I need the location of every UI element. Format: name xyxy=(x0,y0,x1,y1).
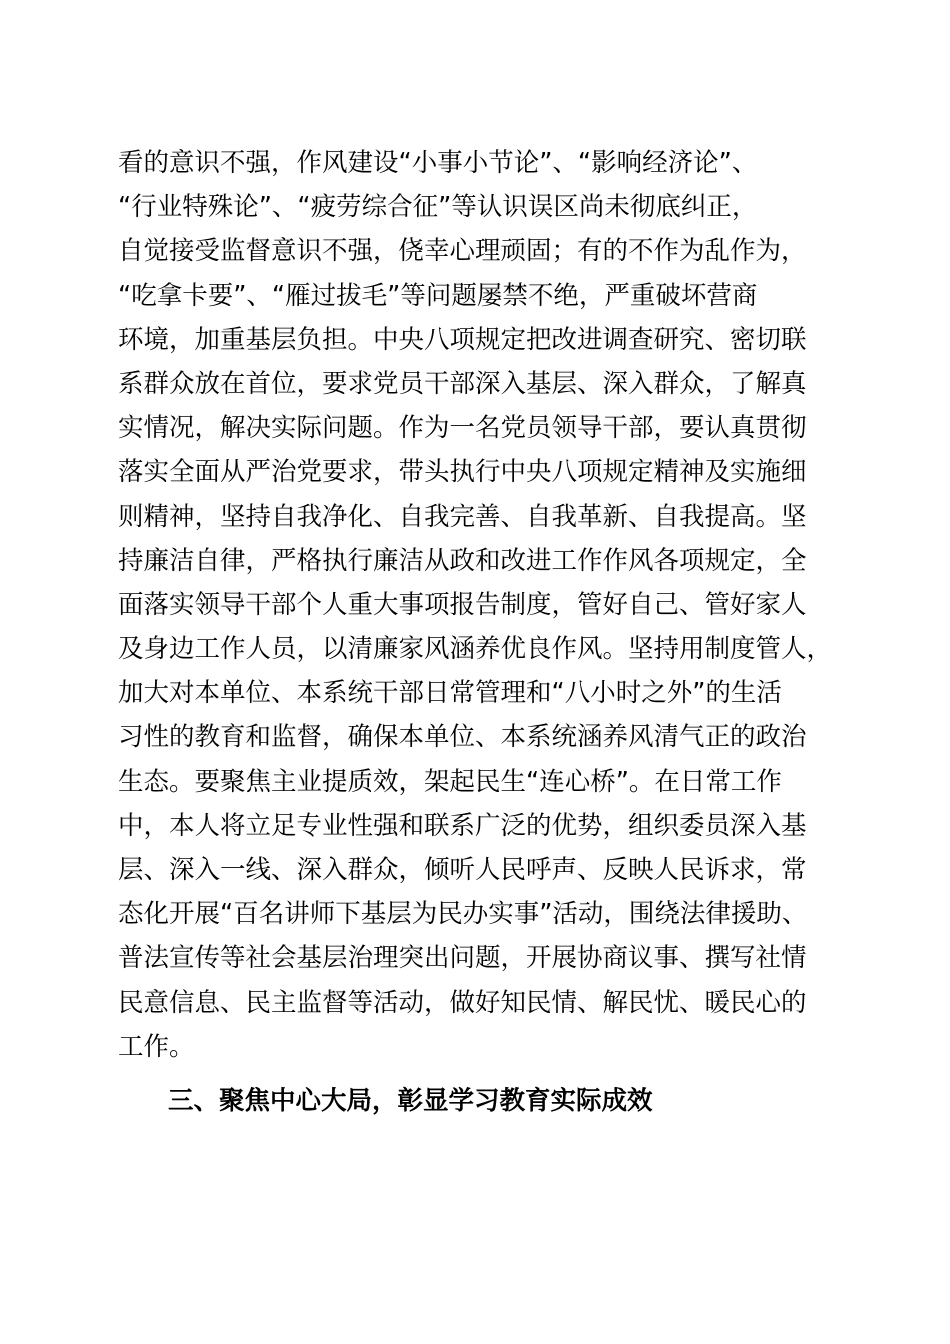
paragraph-line: 层、深入一线、深入群众，倾听人民呼声、反映人民诉求，常 xyxy=(118,855,807,885)
paragraph-line: “吃拿卡要”、“雁过拔毛”等问题屡禁不绝，严重破坏营商 xyxy=(118,280,758,311)
paragraph-line: 民意信息、民主监督等活动，做好知民情、解民忧、暖民心的 xyxy=(118,987,807,1018)
paragraph-line: 实情况，解决实际问题。作为一名党员领导干部，要认真贯彻 xyxy=(118,413,807,444)
paragraph-line: 则精神，坚持自我净化、自我完善、自我革新、自我提高。坚 xyxy=(118,501,807,532)
section-heading: 三、聚焦中心大局，彰显学习教育实际成效 xyxy=(168,1086,653,1116)
paragraph-line: 中，本人将立足专业性强和联系广泛的优势，组织委员深入基 xyxy=(118,810,807,841)
paragraph-line: 自觉接受监督意识不强，侥幸心理顽固；有的不作为乱作为， xyxy=(118,236,807,267)
paragraph-line: 普法宣传等社会基层治理突出问题，开展协商议事、撰写社情 xyxy=(118,943,807,974)
paragraph-line: 及身边工作人员，以清廉家风涵养优良作风。坚持用制度管人， xyxy=(118,634,833,665)
paragraph-line: 系群众放在首位，要求党员干部深入基层、深入群众，了解真 xyxy=(118,368,807,399)
paragraph-line: 面落实领导干部个人重大事项报告制度，管好自己、管好家人 xyxy=(118,589,807,620)
paragraph-line: 落实全面从严治党要求，带头执行中央八项规定精神及实施细 xyxy=(118,457,807,488)
paragraph-line: “行业特殊论”、“疲劳综合征”等认识误区尚未彻底纠正， xyxy=(118,192,758,223)
paragraph-line: 工作。 xyxy=(118,1031,195,1062)
paragraph-line: 加大对本单位、本系统干部日常管理和“八小时之外”的生活 xyxy=(118,678,782,709)
paragraph-line: 看的意识不强，作风建设“小事小节论”、“影响经济论”、 xyxy=(118,148,758,178)
paragraph-line: 习性的教育和监督，确保本单位、本系统涵养风清气正的政治 xyxy=(118,722,807,753)
body-paragraph xyxy=(118,141,838,1069)
paragraph-line: 态化开展“百名讲师下基层为民办实事”活动，围绕法律援助、 xyxy=(118,899,808,930)
paragraph-line: 持廉洁自律，严格执行廉洁从政和改进工作作风各项规定，全 xyxy=(118,545,807,576)
paragraph-line: 环境，加重基层负担。中央八项规定把改进调查研究、密切联 xyxy=(118,324,807,355)
paragraph-line: 生态。要聚焦主业提质效，架起民生“连心桥”。在日常工作 xyxy=(118,766,782,797)
